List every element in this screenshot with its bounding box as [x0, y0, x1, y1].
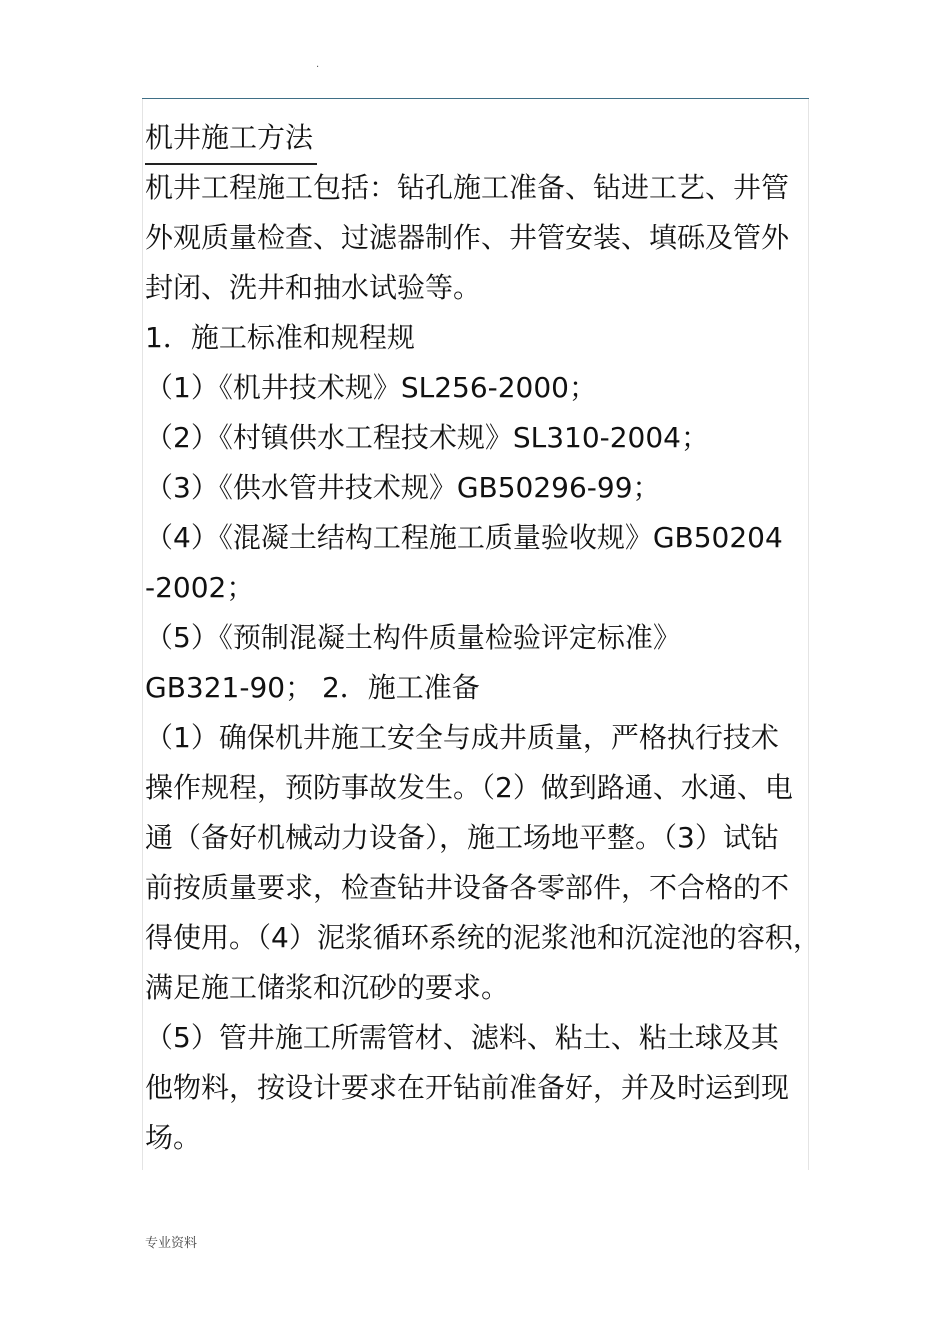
header-dot: .	[316, 59, 320, 70]
paragraph-line-3: 封闭、洗井和抽水试验等。	[145, 271, 482, 304]
preparation-line-7: （5）管井施工所需管材、滤料、粘土、粘土球及其	[145, 1021, 779, 1054]
paragraph-line-1: 机井工程施工包括：钻孔施工准备、钻进工艺、井管	[145, 171, 790, 204]
section-heading-1: 1．施工标准和规程规	[145, 321, 415, 354]
header-rule	[142, 98, 809, 99]
document-body	[145, 113, 821, 1163]
standard-item-4-continued: -2002；	[145, 571, 255, 604]
preparation-line-2: 操作规程，预防事故发生。（2）做到路通、水通、电	[145, 771, 793, 804]
preparation-line-1: （1）确保机井施工安全与成井质量，严格执行技术	[145, 721, 779, 754]
preparation-line-3: 通（备好机械动力设备），施工场地平整。（3）试钻	[145, 821, 779, 854]
title-block	[145, 113, 813, 163]
standard-item-3: （3）《供水管井技术规》GB50296-99；	[145, 471, 661, 504]
standard-item-2: （2）《村镇供水工程技术规》SL310-2004；	[145, 421, 709, 454]
standard-item-5: （5）《预制混凝土构件质量检验评定标准》	[145, 621, 681, 654]
document-title: 机井施工方法	[145, 121, 314, 154]
preparation-line-5: 得使用。（4）泥浆循环系统的泥浆池和沉淀池的容积，	[145, 921, 821, 954]
left-border-line	[142, 99, 143, 1170]
standard-item-5-and-section-2: GB321-90； 2．施工准备	[145, 671, 480, 704]
standard-item-1: （1）《机井技术规》SL256-2000；	[145, 371, 597, 404]
preparation-line-8: 他物料，按设计要求在开钻前准备好，并及时运到现	[145, 1071, 790, 1104]
preparation-line-4: 前按质量要求，检查钻井设备各零部件，不合格的不	[145, 871, 790, 904]
standard-item-4: （4）《混凝土结构工程施工质量验收规》GB50204	[145, 521, 783, 554]
footer-label: 专业资料	[145, 1236, 198, 1251]
paragraph-line-2: 外观质量检查、过滤器制作、井管安装、填砾及管外	[145, 221, 790, 254]
preparation-line-9: 场。	[145, 1121, 202, 1154]
preparation-line-6: 满足施工储浆和沉砂的要求。	[145, 971, 510, 1004]
title-underline	[145, 163, 317, 165]
